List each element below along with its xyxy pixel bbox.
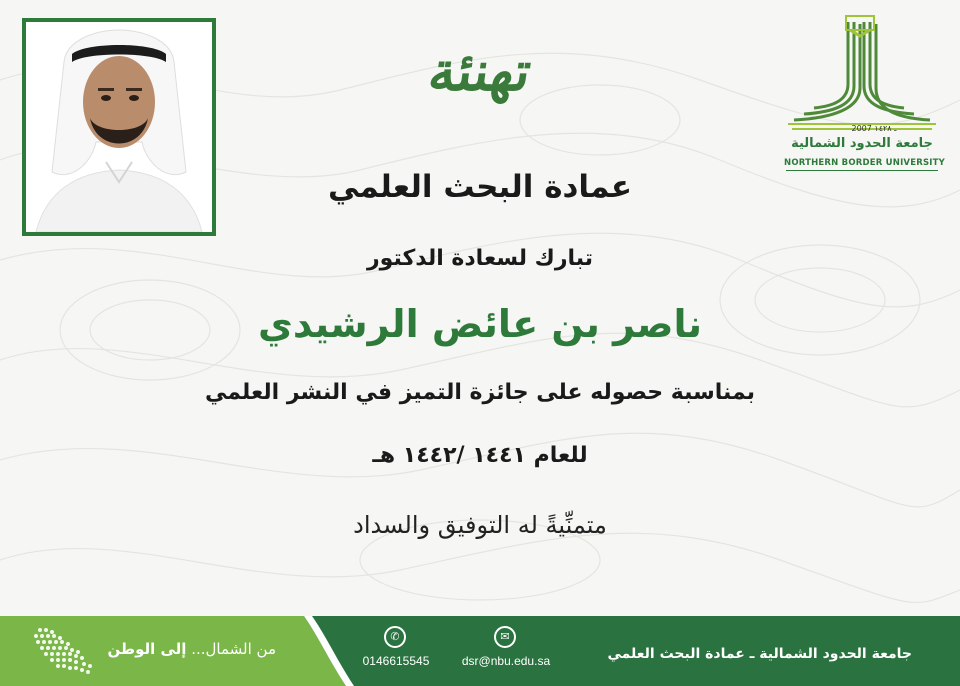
- footer-title: جامعة الحدود الشمالية ـ عمادة البحث العلمي: [607, 646, 912, 662]
- logo-name-english: NORTHERN BORDER UNIVERSITY: [784, 158, 946, 168]
- saudi-map-icon: [26, 622, 98, 678]
- logo-divider: [786, 170, 938, 171]
- recipient-name: ناصر بن عائض الرشيدي: [258, 302, 702, 346]
- email-address[interactable]: dsr@nbu.edu.sa: [461, 654, 551, 668]
- department-title: عمادة البحث العلمي: [327, 169, 633, 205]
- recipient-photo: [22, 18, 216, 236]
- phone-icon: ✆: [384, 626, 406, 648]
- phone-number[interactable]: 0146615545: [362, 654, 430, 668]
- academic-year: للعام ١٤٤١ /١٤٤٢ هـ: [372, 443, 588, 468]
- occasion-text: بمناسبة حصوله على جائزة التميز في النشر العلمي: [205, 380, 755, 405]
- congrats-title: تهنئة: [424, 39, 536, 103]
- logo-name-arabic: جامعة الحدود الشمالية: [791, 136, 933, 151]
- mail-icon: ✉: [494, 626, 516, 648]
- closing-wish: متمنِّيةً له التوفيق والسداد: [353, 511, 607, 539]
- slogan-plain: من الشمال...: [191, 640, 276, 658]
- logo-date: 2007 ـ ١٤٢٨: [851, 124, 897, 133]
- intro-text: تبارك لسعادة الدكتور: [367, 246, 593, 271]
- slogan-bold: إلى الوطن: [107, 640, 187, 658]
- footer-slogan: [100, 640, 276, 658]
